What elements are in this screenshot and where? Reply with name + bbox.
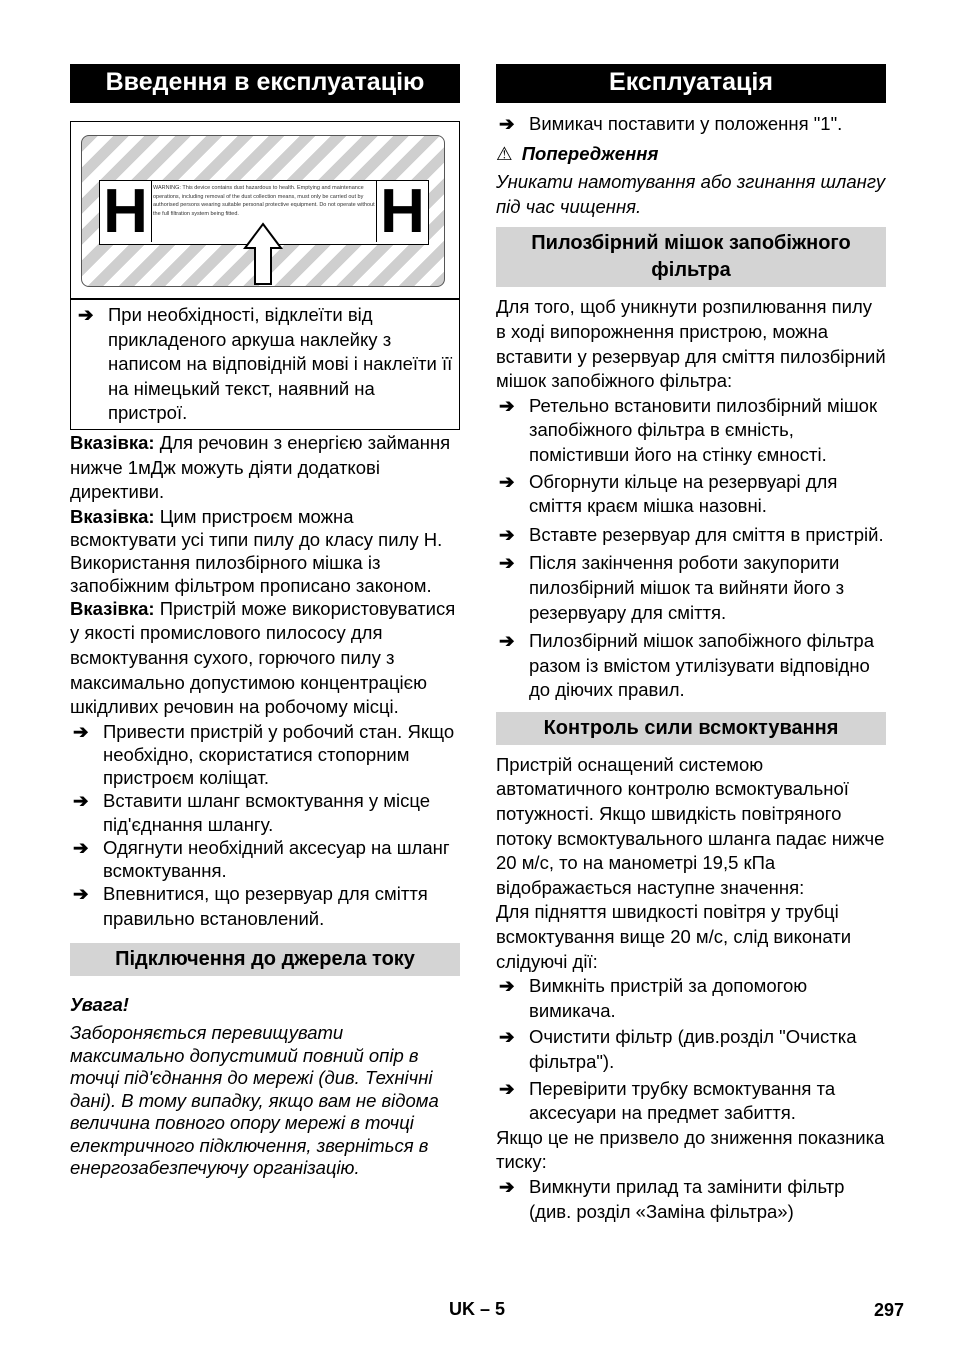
list-item [496, 394, 886, 468]
language-page-label: UK – 5 [449, 1299, 506, 1319]
suction-fallback-text: Якщо це не призвело до зниження показника тиску: [496, 1126, 885, 1173]
step-text: Перевірити трубку всмоктування та аксесуари на предмет забиття. [529, 1077, 836, 1124]
list-item [496, 1025, 886, 1074]
list-item [496, 523, 886, 548]
right-arrow-icon: ➔ [499, 394, 515, 416]
list-item [496, 974, 886, 1023]
step-text: Вставте резервуар для сміття в пристрій. [529, 523, 884, 545]
up-arrow-icon [243, 222, 283, 286]
step-text: Вставити шланг всмоктування у місце під'єднання шлангу. [103, 790, 431, 835]
right-arrow-icon: ➔ [499, 1026, 515, 1048]
left-column [70, 64, 460, 1180]
step-text: Очистити фільтр (див.розділ "Очистка фільтра"). [529, 1026, 857, 1072]
step-text: Пилозбірний мішок запобіжного фільтра разом із вмістом утилізувати відповідно до діючих правил. [529, 630, 875, 701]
warning-title: Попередження [521, 142, 659, 164]
dust-class-letter-right: H [376, 181, 428, 242]
right-arrow-icon: ➔ [73, 836, 89, 858]
note-dust-class [70, 505, 460, 597]
step-text: Впевнитися, що резервуар для сміття правильно встановлений. [103, 883, 428, 929]
right-arrow-icon: ➔ [73, 883, 89, 905]
right-arrow-icon: ➔ [499, 1175, 515, 1197]
step-text: Обгорнути кільце на резервуарі для сміття краєм мішка назовні. [529, 470, 838, 517]
section-title-startup: Введення в експлуатацію [70, 64, 460, 103]
bag-intro: Для того, щоб уникнути розпилювання пилу в ході випорожнення пристрою, можна вставити у резервуар для сміття пилозбірний мішок запобіжного фільтра: [496, 296, 886, 392]
dust-class-letter-left: H [100, 181, 152, 242]
section-title-filter-bag: Пилозбірний мішок запобіжного фільтра [496, 227, 886, 287]
caution-title: Увага! [70, 994, 129, 1016]
note-text: Пристрій може використовуватися у якості промислового пилососу для всмоктування сухого, горючого пилу з максимально допустимою концентрацією шкідливих речовин на робочому місці. [70, 597, 456, 718]
right-arrow-icon: ➔ [499, 470, 515, 492]
sticker-instruction-text: При необхідності, відклеїти від прикладеного аркуша наклейку з написом на відповідній мові і наклеїти її на німецький текст, наявний на пристрої. [108, 304, 453, 424]
list-item [71, 303, 455, 426]
step-text: Вимкніть пристрій за допомогою вимикача. [529, 975, 808, 1021]
list-item [496, 551, 886, 625]
step-text: Привести пристрій у робочий стан. Якщо необхідно, скористатися стопорним пристроєм коліщат. [103, 720, 455, 789]
warning-triangle-icon: ⚠ [496, 142, 513, 164]
step-text: Вимкнути прилад та замінити фільтр (див. розділ «Заміна фільтра») [529, 1175, 845, 1222]
suction-description: Пристрій оснащений системою автоматичного контролю всмоктувальної потужності. Якщо швидкість повітряного потоку всмоктувального шланга падає нижче 20 м/с, то на манометрі 19,5 кПа відображається наступне значення: [496, 753, 885, 898]
step-text: Після закінчення роботи закупорити пилозбірний мішок та вийняти його з резервуару для сміття. [529, 552, 845, 623]
label-fine-print: WARNING: This device contains dust hazardous to health. Emptying and maintenance operations, including removal of the dust collection means, must only be carried out by authorised persons wearing suitable personal protective equipment. Do not operate without the full filtration system being fitted. [153, 185, 375, 217]
note-text: Цим пристроєм можна всмоктувати усі типи пилу до класу пилу Н. Використання пилозбірного мішка із запобіжним фільтром прописано законом. [70, 505, 443, 596]
list-item [70, 789, 460, 835]
right-arrow-icon: ➔ [73, 790, 89, 812]
page-number: 297 [874, 1300, 905, 1320]
right-arrow-icon: ➔ [78, 304, 94, 325]
bag-steps [496, 394, 886, 703]
right-arrow-icon: ➔ [499, 113, 515, 134]
suction-instructions-intro: Для підняття швидкості повітря у трубці всмоктування вище 20 м/с, слід виконати слідуючі дії: [496, 901, 852, 972]
list-item [70, 720, 460, 790]
right-arrow-icon: ➔ [499, 523, 515, 545]
caution-text: Забороняється перевищувати максимально допустимий повний опір в точці під'єднання до мережі (див. Технічні дані). В тому випадку, якщо вам не відома величина повного опору мережі в точці електричного підключення, зверніться в енергозабезпечуючу організацію. [70, 1021, 439, 1179]
note-label: Вказівка: [70, 597, 155, 619]
section-title-suction-control: Контроль сили всмоктування [496, 712, 886, 745]
right-arrow-icon: ➔ [499, 975, 515, 997]
warning-text: Уникати намотування або згинання шлангу під час чищення. [496, 171, 886, 217]
list-item [70, 836, 460, 882]
list-item [496, 1175, 886, 1224]
note-label: Вказівка: [70, 431, 155, 453]
section-title-power: Підключення до джерела току [70, 943, 460, 976]
list-item [496, 1077, 886, 1126]
list-item [70, 882, 460, 931]
list-item [496, 112, 886, 137]
note-text: Для речовин з енергією займання нижче 1мДж можуть діяти додаткові директиви. [70, 431, 451, 503]
right-arrow-icon: ➔ [73, 720, 89, 742]
label-figure [70, 121, 460, 299]
right-arrow-icon: ➔ [499, 630, 515, 652]
step-text: Ретельно встановити пилозбірний мішок запобіжного фільтра в ємність, помістивши його на стінку ємності. [529, 394, 878, 465]
list-item [496, 470, 886, 519]
note-label: Вказівка: [70, 505, 155, 527]
note-industrial-use [70, 597, 460, 720]
section-title-operation: Експлуатація [496, 64, 886, 103]
list-item [496, 629, 886, 703]
suction-steps [496, 974, 886, 1126]
step-text: Одягнути необхідний аксесуар на шланг всмоктування. [103, 836, 450, 881]
note-energy [70, 431, 460, 505]
sticker-instruction-box [70, 299, 460, 430]
right-column [496, 64, 886, 1224]
right-arrow-icon: ➔ [499, 552, 515, 574]
step-text: Вимикач поставити у положення "1". [529, 113, 843, 134]
hazard-sticker-illustration [81, 135, 445, 287]
startup-steps [70, 720, 460, 932]
warning-heading [496, 142, 886, 167]
right-arrow-icon: ➔ [499, 1077, 515, 1099]
